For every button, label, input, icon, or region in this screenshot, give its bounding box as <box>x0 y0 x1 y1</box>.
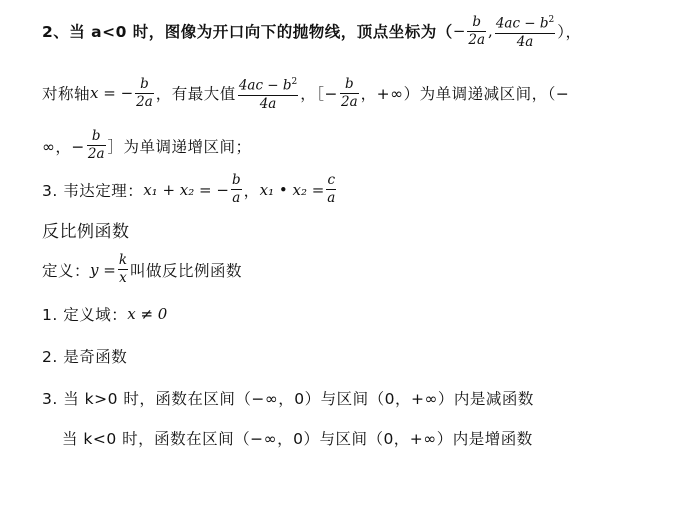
axis-line <box>42 74 569 113</box>
denominator: a <box>232 190 241 206</box>
fraction-b-over-2a <box>340 76 359 111</box>
domain-line <box>42 303 167 325</box>
denominator: 2a <box>136 93 153 110</box>
definition-line <box>42 252 242 287</box>
increasing-prefix: ∞，− <box>42 137 85 156</box>
fraction-c-over-a <box>326 172 336 207</box>
domain-math: x ≠ 0 <box>127 305 168 323</box>
numerator <box>238 74 298 95</box>
vieta-product: x₁ • x₂ = <box>259 180 325 199</box>
heading-text: 反比例函数 <box>42 222 130 242</box>
numerator: b <box>472 13 482 30</box>
domain-label: 1. 定义域： <box>42 306 128 324</box>
numerator-text: 4ac − b <box>238 77 292 94</box>
decreasing-interval-text: ，+∞）为单调递减区间，（− <box>360 85 570 104</box>
max-value-text: ，有最大值 <box>155 85 236 104</box>
denominator: a <box>327 190 336 206</box>
vieta-line <box>42 172 338 207</box>
decreasing-text: 3. 当 k>0 时，函数在区间（−∞，0）与区间（0，+∞）内是减函数 <box>42 390 534 408</box>
numerator: b <box>91 128 101 144</box>
fraction-b-over-2a <box>87 128 106 163</box>
separator: ， <box>243 181 260 200</box>
fraction-b-over-2a <box>467 14 486 49</box>
fraction-k-over-x <box>118 252 128 287</box>
increasing-interval-text: ］为单调递增区间； <box>107 137 252 156</box>
increasing-line <box>42 128 252 163</box>
monotonic-increasing-line <box>62 427 533 449</box>
vertex-prefix: 2、当 a<0 时，图像为开口向下的抛物线，顶点坐标为（ <box>42 23 453 42</box>
minus-sign: − <box>452 22 466 41</box>
definition-label: 定义： <box>42 261 91 280</box>
exponent: 2 <box>548 15 555 25</box>
numerator <box>495 12 555 33</box>
numerator: b <box>345 75 354 92</box>
vertex-line <box>42 12 582 51</box>
odd-function-text: 2. 是奇函数 <box>42 348 128 366</box>
fraction-max-value <box>238 74 298 113</box>
comma: , <box>488 22 493 41</box>
definition-suffix: 叫做反比例函数 <box>130 261 243 280</box>
fraction-b-over-2a <box>135 76 154 111</box>
denominator: 4a <box>259 95 277 112</box>
fraction-vertex-y <box>495 12 555 51</box>
section-heading <box>42 217 130 242</box>
axis-prefix: 对称轴 <box>42 85 91 104</box>
numerator: b <box>140 75 149 92</box>
monotonic-decreasing-line <box>42 387 534 409</box>
denominator: 2a <box>87 146 105 162</box>
definition-equation: y = <box>90 260 116 279</box>
numerator: c <box>327 172 336 188</box>
numerator: k <box>118 252 128 268</box>
denominator: 4a <box>516 33 534 50</box>
fraction-b-over-a <box>231 172 242 207</box>
odd-function-line <box>42 345 127 367</box>
denominator: x <box>119 270 127 286</box>
axis-equation: x = − <box>90 84 134 103</box>
numerator-text: 4ac − b <box>495 15 549 32</box>
vieta-sum: x₁ + x₂ = − <box>143 180 229 199</box>
numerator: b <box>231 172 241 188</box>
denominator: 2a <box>468 31 486 48</box>
vieta-label: 3. 韦达定理： <box>42 181 144 200</box>
exponent: 2 <box>291 77 298 87</box>
interval-open: ，［− <box>300 85 339 104</box>
vertex-suffix: ）， <box>557 23 582 42</box>
denominator: 2a <box>341 93 358 110</box>
increasing-text: 当 k<0 时，函数在区间（−∞，0）与区间（0，+∞）内是增函数 <box>62 430 533 448</box>
